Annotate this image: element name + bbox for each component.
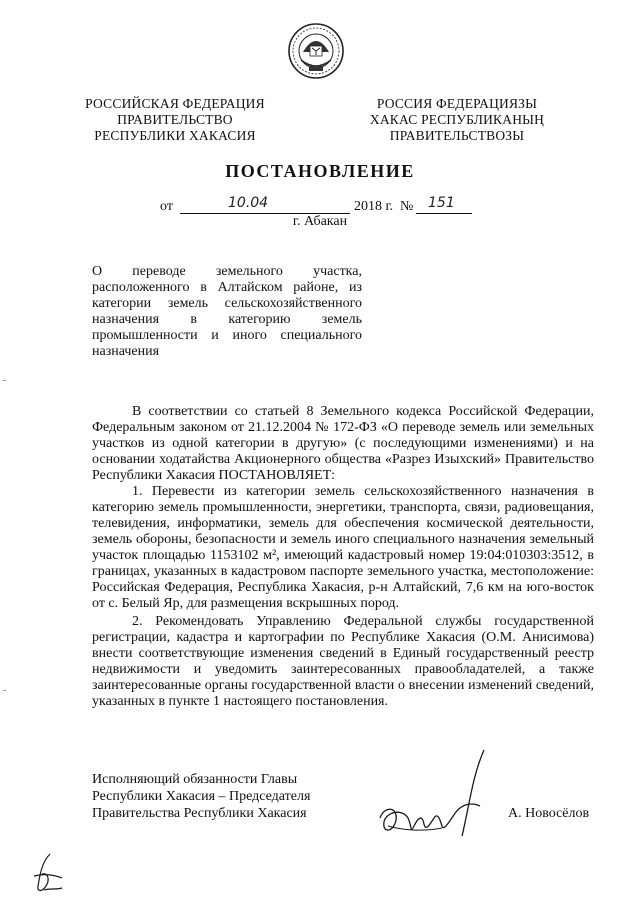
coat-of-arms-icon [287,22,345,80]
document-body [92,404,594,710]
document-title: ПОСТАНОВЛЕНИЕ [225,161,415,181]
header-left [70,96,280,144]
date-handwritten: 10.04 [228,195,269,211]
paragraph-2: 2. Рекомендовать Управлению Федеральной службы государственной регистрации, кадастра и картографии по Республике Хакасия (О.М. Анисимова) внести соответствующие изменения сведений в Единый государственный реестр недвижимости и уведомить заинтересованных правообладателей, а также заинтересованные органы государственной власти о внесении изменений сведений, указанных в пункте 1 настоящего постановления. [92,614,594,709]
signature-icon [372,748,502,848]
scan-mark [3,690,6,691]
initials-mark-icon [28,852,68,896]
header-right-line-1: РОССИЯ ФЕДЕРАЦИЯЗЫ [376,96,538,111]
header-left-line-3: РЕСПУБЛИКИ ХАКАСИЯ [94,128,256,143]
signatory-position [92,771,310,822]
header-left-line-1: РОССИЙСКАЯ ФЕДЕРАЦИЯ [85,96,265,111]
paragraph-1: 1. Перевести из категории земель сельскохозяйственного назначения в категорию земель промышленности, энергетики, транспорта, связи, радиовещания, телевидения, информатики, земель для обеспечения космической деятельности, земель обороны, безопасности и земель иного специального назначения земельный участок площадью 1153102 м², имеющий кадастровый номер 19:04:010303:3512, в границах, указанных в кадастровом паспорте земельного участка, местоположение: Российская Федерация, Республика Хакасия, р-н Алтайский, 7,6 км на юго-восток от с. Белый Яр, для размещения вскрышных пород. [92,484,594,611]
header-right-line-2: ХАКАС РЕСПУБЛИКАНЫҢ [369,112,545,127]
paragraph-preamble: В соответствии со статьей 8 Земельного кодекса Российской Федерации, Федеральным законом от 21.12.2004 № 172-ФЗ «О переводе земель или земельных участков из одной категории в другую» (с последующими изменениями) и на основании ходатайства Акционерного общества «Разрез Изыхский» Правительство Республики Хакасия ПОСТАНОВЛЯЕТ: [92,404,594,483]
scan-mark [3,380,6,381]
header-right [352,96,562,144]
signatory-position-line-1: Исполняющий обязанности Главы [92,772,298,787]
header-left-line-2: ПРАВИТЕЛЬСТВО [117,112,233,127]
date-year: 2018 г. [354,199,394,214]
signatory-name: А. Новосёлов [508,806,590,821]
signatory-position-line-2: Республики Хакасия – Председателя [92,789,311,804]
number-label: № [400,199,414,214]
header-right-line-3: ПРАВИТЕЛЬСТВОЗЫ [389,128,525,143]
number-handwritten: 151 [428,195,455,211]
date-prefix: от [160,199,173,214]
signatory-position-line-3: Правительства Республики Хакасия [92,806,307,821]
document-subject: О переводе земельного участка, расположенного в Алтайском районе, из категории земель сельскохозяйственного назначения в категорию земель промышленности и иного специального назначения [92,264,362,359]
city: г. Абакан [292,214,348,229]
